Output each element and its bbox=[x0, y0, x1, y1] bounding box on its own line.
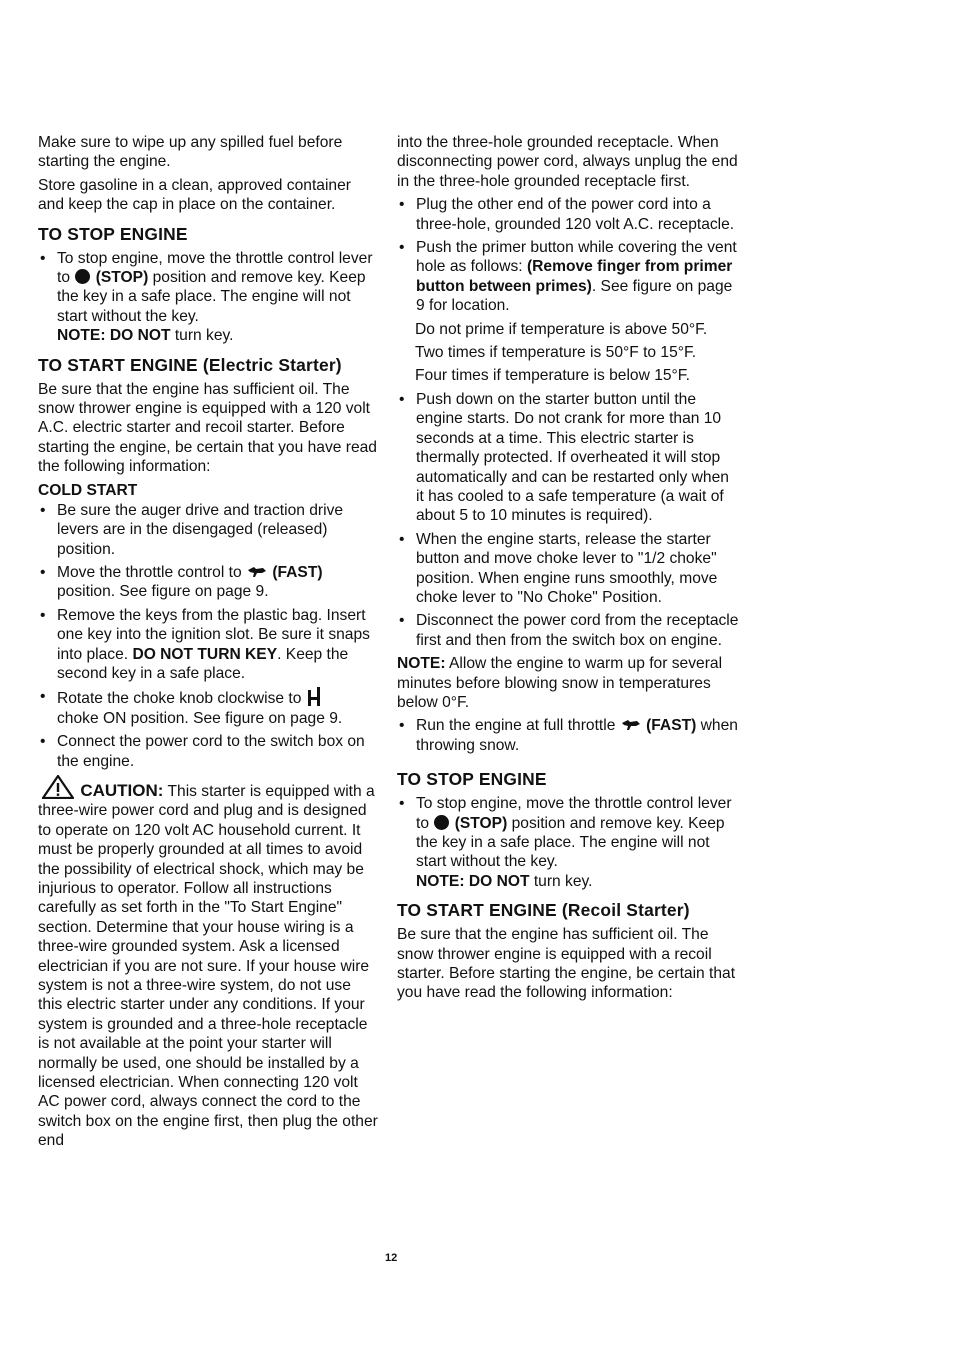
bullet-icon: • bbox=[40, 563, 46, 581]
list-item: • Plug the other end of the power cord into a three-hole, grounded 120 volt A.C. receptacle. bbox=[399, 196, 735, 233]
electric-start-steps bbox=[397, 195, 739, 315]
stop-engine-list-2 bbox=[397, 794, 739, 891]
stop-engine-list bbox=[38, 249, 378, 346]
start-engine-recoil-heading: TO START ENGINE (Recoil Starter) bbox=[397, 900, 690, 921]
note-label: NOTE: DO NOT bbox=[57, 327, 171, 345]
choke-on-icon bbox=[307, 687, 321, 707]
list-item: • Push the primer button while covering the vent hole as follows: (Remove finger from primer button between primes). See figure on page 9 for location. bbox=[399, 239, 737, 315]
page-number: 12 bbox=[385, 1252, 398, 1264]
continued-text: into the three-hole grounded receptacle. When disconnecting power cord, always unplug the end in the three-hole grounded receptacle first. bbox=[397, 134, 738, 190]
stop-engine-heading: TO STOP ENGINE bbox=[38, 223, 188, 244]
list-item: • To stop engine, move the throttle control lever to (STOP) position and remove key. Keep the key in a safe place. The engine will not start without the key. NOTE: DO NOT turn key. bbox=[40, 249, 373, 345]
stop-icon bbox=[75, 269, 90, 284]
list-item: • To stop engine, move the throttle control lever to (STOP) position and remove key. Keep the key in a safe place. The engine will not start without the key. NOTE: DO NOT turn key. bbox=[399, 795, 732, 890]
warning-triangle-icon bbox=[42, 775, 74, 799]
bullet-icon: • bbox=[399, 530, 405, 548]
rabbit-fast-icon bbox=[621, 717, 641, 733]
prime-instruction-1: Do not prime if temperature is above 50°F. bbox=[415, 320, 708, 338]
cold-start-list bbox=[38, 501, 378, 771]
list-item: • Connect the power cord to the switch box on the engine. bbox=[40, 733, 365, 770]
list-item: • Rotate the choke knob clockwise to choke ON position. See figure on page 9. bbox=[40, 688, 343, 727]
start-intro-text: Be sure that the engine has sufficient oil. The snow thrower engine is equipped with a 120 volt A.C. electric starter and recoil starter. Before starting the engine, be certain that you have read the following information: bbox=[38, 380, 377, 476]
bullet-icon: • bbox=[40, 501, 46, 519]
bullet-icon: • bbox=[399, 795, 405, 813]
start-engine-electric-heading: TO START ENGINE (Electric Starter) bbox=[38, 354, 342, 375]
prime-instruction-2: Two times if temperature is 50°F to 15°F. bbox=[415, 344, 697, 362]
stop-engine-heading-2: TO STOP ENGINE bbox=[397, 769, 547, 790]
bullet-icon: • bbox=[399, 390, 405, 408]
list-item: • Run the engine at full throttle (FAST) when throwing snow. bbox=[399, 717, 738, 754]
list-item: • Move the throttle control to (FAST) position. See figure on page 9. bbox=[40, 563, 323, 601]
list-item: • Push down on the starter button until the engine starts. Do not crank for more than 10 seconds at a time. This electric starter is thermally protected. If overheated it will stop automatically and can be restarted only when it has cooled to a safe temperature (a wait of about 5 to 10 minutes is required). bbox=[399, 390, 729, 525]
warm-up-note: NOTE: Allow the engine to warm up for several minutes before blowing snow in temperatures below 0°F. bbox=[397, 655, 723, 711]
caution-label: CAUTION: bbox=[80, 780, 164, 800]
list-item: • Be sure the auger drive and traction drive levers are in the disengaged (released) position. bbox=[40, 501, 344, 558]
prime-instruction-3: Four times if temperature is below 15°F. bbox=[415, 367, 690, 385]
bullet-icon: • bbox=[40, 249, 46, 267]
list-item: • Disconnect the power cord from the receptacle first and then from the switch box on engine. bbox=[399, 612, 739, 649]
bullet-icon: • bbox=[399, 196, 405, 214]
list-item: • When the engine starts, release the starter button and move choke lever to "1/2 choke" position. When engine runs smoothly, move choke lever to "No Choke" Position. bbox=[399, 530, 718, 606]
electric-start-steps-cont bbox=[397, 390, 739, 650]
bullet-icon: • bbox=[399, 612, 405, 630]
bullet-icon: • bbox=[40, 688, 46, 706]
caution-text: This starter is equipped with a three-wire power cord and plug and is designed to operate on 120 volt AC household current. It must be properly grounded at all times to avoid the possibility of electrical shock, which may be injurious to operator. Follow all instructions carefully as set forth in the "To Start Engine" section. Determine that your house wiring is a three-wire grounded system. Ask a licensed electrician if you are not sure. If your house wire system is not a three-wire system, do not use this electric starter under any conditions. If your system is grounded and a three-hole receptacle is not available at the point your starter will normally be used, one should be installed by a licensed electrician. When connecting 120 volt AC power cord, always connect the cord to the switch box on the engine first, then plug the other end bbox=[38, 782, 378, 1150]
note-label: NOTE: DO NOT bbox=[416, 872, 530, 890]
gasoline-storage-text: Store gasoline in a clean, approved container and keep the cap in place on the container. bbox=[38, 176, 351, 214]
bullet-icon: • bbox=[399, 239, 405, 257]
rabbit-fast-icon bbox=[247, 564, 267, 580]
fuel-spill-text: Make sure to wipe up any spilled fuel before starting the engine. bbox=[38, 134, 343, 171]
list-item: • Remove the keys from the plastic bag. Insert one key into the ignition slot. Be sure it snaps into place. DO NOT TURN KEY. Keep the second key in a safe place. bbox=[40, 606, 370, 682]
left-column bbox=[38, 133, 378, 1155]
right-column bbox=[397, 133, 739, 1007]
cold-start-heading: COLD START bbox=[38, 481, 138, 499]
recoil-intro-text: Be sure that the engine has sufficient oil. The snow thrower engine is equipped with a recoil starter. Before starting the engine, be certain that you have read the following information: bbox=[397, 926, 736, 1002]
stop-icon bbox=[434, 815, 449, 830]
bullet-icon: • bbox=[40, 606, 46, 624]
bullet-icon: • bbox=[40, 733, 46, 751]
full-throttle-list bbox=[397, 716, 739, 755]
caution-block bbox=[38, 775, 378, 1151]
bullet-icon: • bbox=[399, 717, 405, 735]
